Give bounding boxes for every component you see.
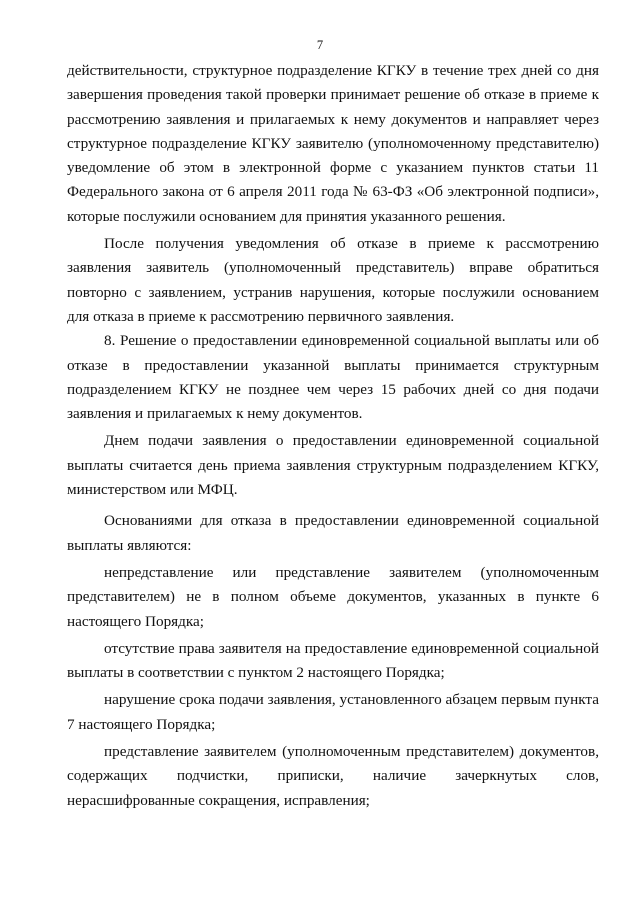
paragraph-ground-corrections: представление заявителем (уполномоченным представителем) документов, содержащих подчистки, приписки, наличие зачеркнутых слов, нерасшифрованные сокращения, исправления; [67, 743, 599, 809]
page-number: 7 [316, 38, 324, 52]
paragraph-continuation: действительности, структурное подразделение КГКУ в течение трех дней со дня завершения проведения такой проверки принимает решение об отказе в приеме к рассмотрению заявления и прилагаемых к нему документов и направляет через структурное подразделение КГКУ заявителю (уполномоченному представителю) уведомление об этом в электронной форме с указанием пунктов статьи 11 Федерального закона от 6 апреля 2011 года № 63-ФЗ «Об электронной подписи», которые послужили основанием для принятия указанного решения. [67, 62, 599, 225]
paragraph-repeat-application: После получения уведомления об отказе в приеме к рассмотрению заявления заявитель (уполномоченный представитель) вправе обратиться повторно с заявлением, устранив нарушения, которые послужили основанием для отказа в приеме к рассмотрению первичного заявления. [67, 235, 599, 325]
paragraph-item-8: 8. Решение о предоставлении единовременной социальной выплаты или об отказе в предоставлении указанной выплаты принимается структурным подразделением КГКУ не позднее чем через 15 рабочих дней со дня подачи заявления и прилагаемых к нему документов. [67, 332, 599, 423]
paragraph-ground-deadline: нарушение срока подачи заявления, установленного абзацем первым пункта 7 настоящего Порядка; [67, 691, 599, 733]
paragraph-application-date: Днем подачи заявления о предоставлении единовременной социальной выплаты считается день приема заявления структурным подразделением КГКУ, министерством или МФЦ. [67, 432, 599, 499]
paragraph-refusal-grounds: Основаниями для отказа в предоставлении единовременной социальной выплаты являются: [67, 512, 599, 554]
paragraph-ground-documents: непредставление или представление заявителем (уполномоченным представителем) не в полном объеме документов, указанных в пункте 6 настоящего Порядка; [67, 563, 599, 630]
paragraph-ground-no-right: отсутствие права заявителя на предоставление единовременной социальной выплаты в соответствии с пунктом 2 настоящего Порядка; [67, 639, 599, 682]
document-body [67, 59, 599, 813]
